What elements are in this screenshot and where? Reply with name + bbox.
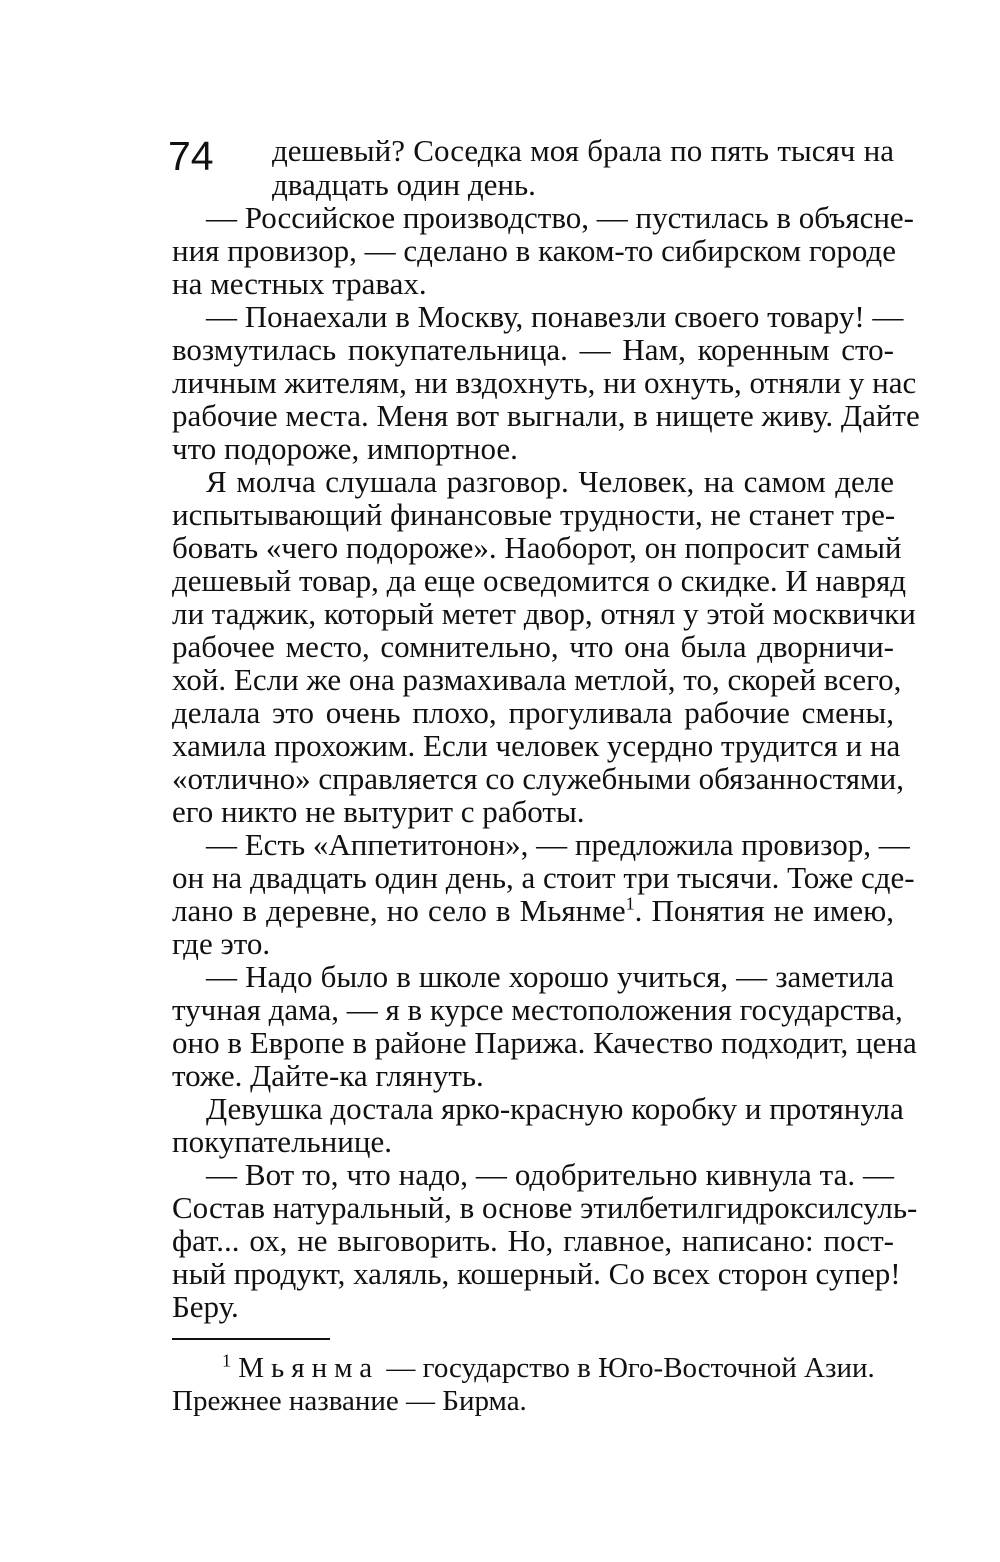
text-line: оно в Европе в районе Парижа. Качество подходит, цена xyxy=(172,1025,917,1060)
text-line: — Есть «Аппетитонон», — предложила провизор, — xyxy=(206,827,910,862)
text-line: дешевый товар, да еще осведомится о скидке. И навряд xyxy=(172,563,907,598)
text-line: рабочие места. Меня вот выгнали, в нищете живу. Дайте xyxy=(172,398,920,433)
text-line: на местных травах. xyxy=(172,266,427,301)
text-line: бовать «чего подороже». Наоборот, он попросит самый xyxy=(172,530,902,565)
footnote-line: Прежнее название — Бирма. xyxy=(172,1385,527,1417)
text-line: Я молча слушала разговор. Человек, на самом деле xyxy=(206,464,894,499)
text-line: фат... ох, не выговорить. Но, главное, написано: пост- xyxy=(172,1223,894,1258)
text-line: ния провизор, — сделано в каком-то сибирском городе xyxy=(172,233,896,268)
text-line: ный продукт, халяль, кошерный. Со всех сторон супер! xyxy=(172,1256,901,1291)
text-line: личным жителям, ни вздохнуть, ни охнуть, отняли у нас xyxy=(172,365,917,400)
footnote-number: 1 xyxy=(222,1350,231,1371)
text-line: тучная дама, — я в курсе местоположения государства, xyxy=(172,992,903,1027)
text-line: рабочее место, сомнительно, что она была дворничи- xyxy=(172,629,894,664)
footnote-term: Мьянма xyxy=(238,1352,380,1384)
text-line: что подороже, импортное. xyxy=(172,431,518,466)
footnote-line xyxy=(222,1352,894,1385)
text-line: двадцать один день. xyxy=(272,167,536,202)
footnote-marker: 1 xyxy=(625,893,635,914)
text-line: — Понаехали в Москву, понавезли своего товару! — xyxy=(206,299,904,334)
text-line: Девушка достала ярко-красную коробку и протянула xyxy=(206,1091,904,1126)
text-line: испытывающий финансовые трудности, не станет тре- xyxy=(172,497,896,532)
text-line: — Надо было в школе хорошо учиться, — заметила xyxy=(206,959,894,994)
text-line: делала это очень плохо, прогуливала рабочие смены, xyxy=(172,695,894,730)
text-line: тоже. Дайте-ка глянуть. xyxy=(172,1058,484,1093)
page-number: 74 xyxy=(168,133,214,179)
text-line: Беру. xyxy=(172,1289,239,1324)
text-line: покупательнице. xyxy=(172,1124,392,1159)
text-line: ли таджик, который метет двор, отнял у этой москвички xyxy=(172,596,916,631)
text-line-with-footnote xyxy=(172,894,894,927)
footnote-text: — государство в Юго-Восточной Азии. xyxy=(379,1352,875,1384)
footnote-separator xyxy=(172,1338,330,1340)
text-fragment: лано в деревне, но село в Мьянме xyxy=(172,893,626,928)
text-line: дешевый? Соседка моя брала по пять тысяч на xyxy=(272,133,894,168)
text-line: он на двадцать один день, а стоит три тысячи. Тоже сде- xyxy=(172,860,915,895)
text-line: возмутилась покупательница. — Нам, коренным сто- xyxy=(172,332,894,367)
text-line: — Вот то, что надо, — одобрительно кивнула та. — xyxy=(206,1157,894,1192)
text-line: Состав натуральный, в основе этилбетилгидроксилсуль- xyxy=(172,1190,918,1225)
text-line: хой. Если же она размахивала метлой, то, скорей всего, xyxy=(172,662,902,697)
text-fragment: . Понятия не имею, xyxy=(634,893,894,928)
text-line: хамила прохожим. Если человек усердно трудится и на xyxy=(172,728,901,763)
text-line: — Российское производство, — пустилась в объясне- xyxy=(206,200,915,235)
text-line: его никто не вытурит с работы. xyxy=(172,794,585,829)
text-line: где это. xyxy=(172,926,271,961)
text-line: «отлично» справляется со служебными обязанностями, xyxy=(172,761,904,796)
